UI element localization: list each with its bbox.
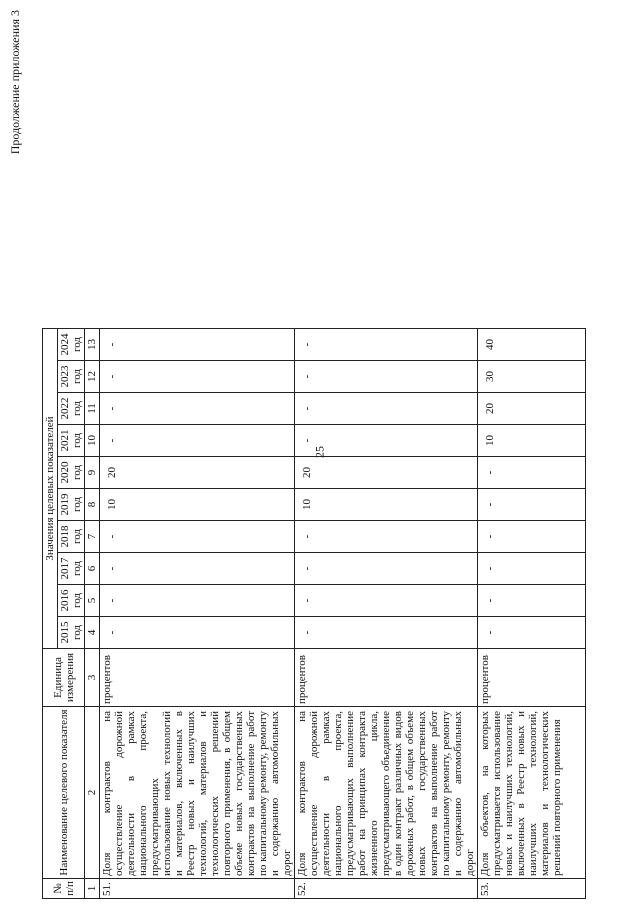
column-number: 1: [85, 879, 100, 899]
header-year: 2021 год: [58, 425, 85, 457]
value-cell: -: [295, 521, 478, 553]
column-number: 11: [85, 393, 100, 425]
column-number: 5: [85, 585, 100, 617]
value-cell: -: [295, 361, 478, 393]
column-number: 9: [85, 457, 100, 489]
indicator-name: Доля объектов, на которых предусматривается использование новых и наилучших технологий, включенных в Реестр новых и наилучших технологий, материалов и технологических решений повторного применения: [478, 707, 586, 879]
header-values-group: Значения целевых показателей: [43, 329, 58, 649]
column-number: 3: [85, 649, 100, 707]
row-number: 53.: [478, 879, 586, 899]
column-number: 6: [85, 553, 100, 585]
value-cell: -: [478, 489, 586, 521]
column-number: 4: [85, 617, 100, 649]
value-cell: -: [100, 425, 295, 457]
value-cell: 10: [295, 489, 478, 521]
column-number: 12: [85, 361, 100, 393]
table-row: [295, 329, 478, 899]
column-number: 13: [85, 329, 100, 361]
value-cell: -: [100, 553, 295, 585]
value-cell: -: [100, 585, 295, 617]
column-number: 10: [85, 425, 100, 457]
value-cell: -: [100, 329, 295, 361]
value-cell: -: [295, 329, 478, 361]
header-year: 2023 год: [58, 361, 85, 393]
header-year: 2016 год: [58, 585, 85, 617]
value-cell: 10: [100, 489, 295, 521]
value-cell: 10: [478, 425, 586, 457]
value-cell: 20: [478, 393, 586, 425]
value-cell: -: [478, 553, 586, 585]
unit-cell: процентов: [295, 649, 478, 707]
value-cell: -: [100, 361, 295, 393]
header-year: 2020 год: [58, 457, 85, 489]
header-year: 2017 год: [58, 553, 85, 585]
header-no: № п/п: [43, 879, 85, 899]
value-cell: -: [478, 617, 586, 649]
header-name: Наименование целевого показателя: [43, 707, 85, 879]
row-number: 52.: [295, 879, 478, 899]
value-cell: -: [295, 553, 478, 585]
target-indicators-table: [42, 328, 586, 899]
value-cell: -: [478, 585, 586, 617]
value-cell: -: [478, 457, 586, 489]
unit-cell: процентов: [478, 649, 586, 707]
value-cell: 30: [478, 361, 586, 393]
value-cell: -: [100, 393, 295, 425]
value-cell: 40: [478, 329, 586, 361]
header-unit: Единица измерения: [43, 649, 85, 707]
unit-cell: процентов: [100, 649, 295, 707]
value-cell: -: [295, 393, 478, 425]
value-cell: 20: [295, 457, 478, 489]
row-number: 51.: [100, 879, 295, 899]
appendix-caption: Продолжение приложения 3: [8, 10, 22, 155]
value-cell: -: [295, 617, 478, 649]
column-number: 8: [85, 489, 100, 521]
page-number: 25: [312, 446, 327, 458]
header-year: 2015 год: [58, 617, 85, 649]
table-row: [478, 329, 586, 899]
value-cell: -: [295, 425, 478, 457]
value-cell: -: [100, 617, 295, 649]
table-row: [100, 329, 295, 899]
header-year: 2022 год: [58, 393, 85, 425]
header-year: 2024 год: [58, 329, 85, 361]
indicator-name: Доля контрактов на осуществление дорожной деятельности в рамках национального проекта, предусматривающих выполнение работ на принципах контракта жизненного цикла, предусматривающего объединение в один контракт различных видов дорожных работ, в общем объеме новых государственных контрактов на выполнение работ по капитальному ремонту, ремонту и содержанию автомобильных дорог: [295, 707, 478, 879]
header-year: 2019 год: [58, 489, 85, 521]
value-cell: 20: [100, 457, 295, 489]
value-cell: -: [295, 585, 478, 617]
value-cell: -: [478, 521, 586, 553]
indicator-name: Доля контрактов на осуществление дорожной деятельности в рамках национального проекта, предусматривающих использование новых технологий и материалов, включенных в Реестр новых и наилучших технологий, материалов и технологических решений повторного применения, в общем объеме новых государственных контрактов на выполнение работ по капитальному ремонту, ремонту и содержанию автомобильных дорог: [100, 707, 295, 879]
header-year: 2018 год: [58, 521, 85, 553]
column-number: 2: [85, 707, 100, 879]
column-number: 7: [85, 521, 100, 553]
value-cell: -: [100, 521, 295, 553]
